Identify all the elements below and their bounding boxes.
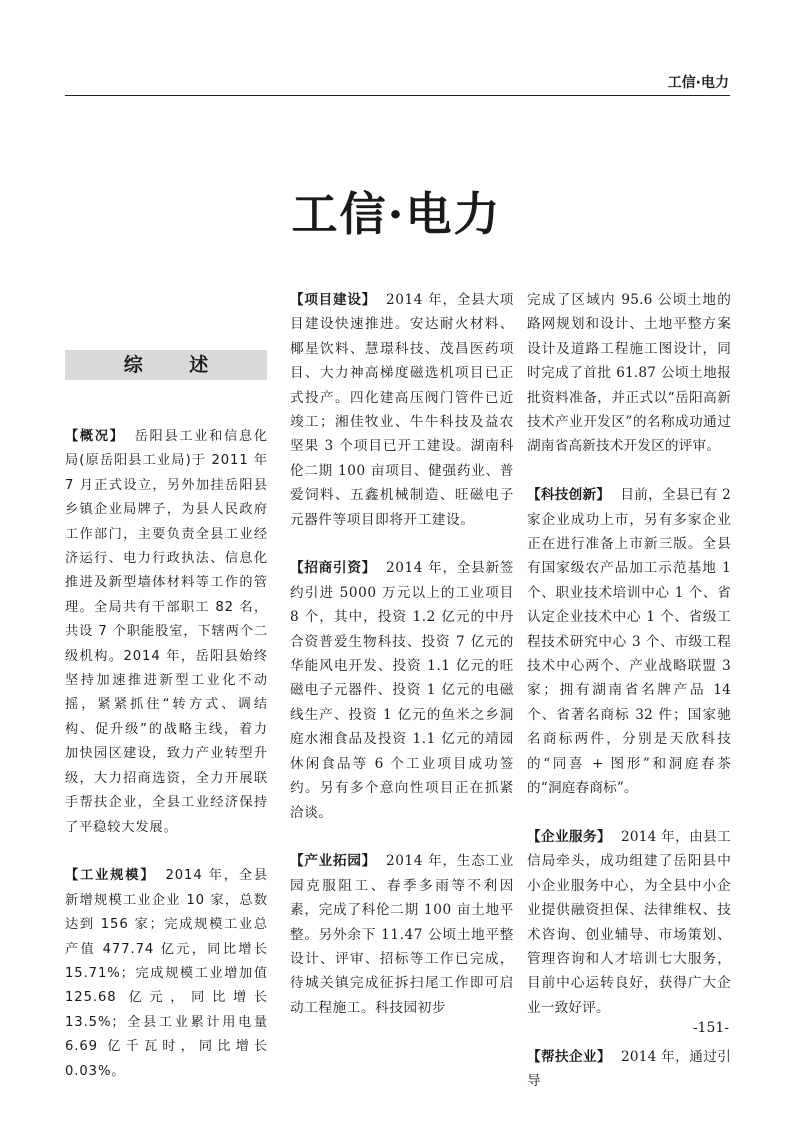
paragraph-label: 【产业拓园】 xyxy=(290,853,377,870)
paragraph xyxy=(527,483,731,800)
paragraph-text: 目前，全县已有 2 家企业成功上市，另有多家企业正在进行准备上市新三版。全县有国家级农产品加工示范基地 1 个、职业技术培训中心 1 个、省认定企业技术中心 1 个、省级工程技术研究中心 3 个、市级工程技术中心两个、产业战略联盟 3 家；拥有湖南省名牌产品 14 个、省著名商标 32 件；国家驰名商标两件，分别是天欣科技的“同喜 + 图形”和洞庭春茶的“洞庭春商标”。 xyxy=(527,487,731,797)
paragraph xyxy=(290,288,514,532)
paragraph-label: 【招商引资】 xyxy=(290,560,377,577)
paragraph-text: 完成了区域内 95.6 公顷土地的路网规划和设计、土地平整方案设计及道路工程施工图设计，同时完成了首批 61.87 公顷土地报批资料准备，并正式以“岳阳高新技术产业开发区”的名称成功通过湖南省高新技术开发区的评审。 xyxy=(527,292,731,455)
paragraph xyxy=(527,1045,731,1094)
column-2 xyxy=(290,288,514,1045)
column-1 xyxy=(65,425,268,1108)
paragraph xyxy=(290,849,514,1020)
paragraph-text: 2014 年，生态工业园克服阻工、春季多雨等不利因素，完成了科伦二期 100 亩土地平整。另外余下 11.47 公顷土地平整设计、评审、招标等工作已完成，待城关镇完成征拆扫尾工作即可启动工程施工。科技园初步 xyxy=(290,853,514,1016)
paragraph-label: 【概况】 xyxy=(65,429,125,444)
paragraph xyxy=(527,825,731,1020)
column-3 xyxy=(527,288,731,1118)
paragraph xyxy=(65,864,268,1084)
running-head: 工信·电力 xyxy=(667,75,729,91)
page-number: -151- xyxy=(692,1020,729,1036)
paragraph-text: 2014 年，全县新签约引进 5000 万元以上的工业项目 8 个，其中，投资 1.2 亿元的中丹合资普爱生物科技、投资 7 亿元的华能风电开发、投资 1.1 亿元的旺磁电子元器件、投资 1 亿元的电磁线生产、投资 1 亿元的鱼米之乡洞庭水湘食品及投资 1.1 亿元的靖园休闲食品等 6 个工业项目成功签约。另有多个意向性项目正在抓紧洽谈。 xyxy=(290,560,514,821)
paragraph-text: 2014 年，全县大项目建设快速推进。安达耐火材料、椰星饮料、慧璟科技、茂昌医药项目、大力神高梯度磁选机项目已正式投产。四化建高压阀门管件已近竣工；湘佳牧业、牛牛科技及益农坚果 3 个项目已开工建设。湖南科伦二期 100 亩项目、健强药业、普爱饲料、五鑫机械制造、旺磁电子元器件等项目即将开工建设。 xyxy=(290,292,514,528)
paragraph-label: 【项目建设】 xyxy=(290,292,377,308)
section-heading: 综 述 xyxy=(65,350,267,380)
paragraph-text: 岳阳县工业和信息化局(原岳阳县工业局)于 2011 年 7 月正式设立，另外加挂岳阳县乡镇企业局牌子，为县人民政府工作部门，主要负责全县工业经济运行、电力行政执法、信息化推进及新型墙体材料等工作的管理。全局共有干部职工 82 名，共设 7 个职能股室，下辖两个二级机构。2014 年，岳阳县始终坚持加速推进新型工业化不动摇，紧紧抓住“转方式、调结构、促升级”的战略主线，着力加快园区建设，致力产业转型升级，大力招商选资，全力开展联手帮扶企业，全县工业经济保持了平稳较大发展。 xyxy=(65,429,268,835)
paragraph-label: 【工业规模】 xyxy=(65,868,156,884)
paragraph xyxy=(527,288,731,459)
paragraph-label: 【科技创新】 xyxy=(527,487,611,504)
paragraph-label: 【帮扶企业】 xyxy=(527,1048,612,1065)
header-rule xyxy=(65,95,730,96)
paragraph-text: 2014 年，通过引导 xyxy=(527,1048,731,1089)
paragraph xyxy=(290,556,514,824)
page-title: 工信·电力 xyxy=(291,187,502,241)
paragraph-label: 【企业服务】 xyxy=(527,828,612,845)
paragraph xyxy=(65,425,268,840)
paragraph-text: 2014 年，全县新增规模工业企业 10 家，总数达到 156 家；完成规模工业总产值 477.74 亿元，同比增长 15.71%；完成规模工业增加值 125.68 亿元，同比增长 13.5%；全县工业累计用电量 6.69 亿千瓦时，同比增长 0.03%。 xyxy=(65,868,268,1079)
paragraph-text: 2014 年，由县工信局牵头，成功组建了岳阳县中小企业服务中心，为全县中小企业提供融资担保、法律维权、技术咨询、创业辅导、市场策划、管理咨询和人才培训七大服务，目前中心运转良好，获得广大企业一致好评。 xyxy=(527,828,731,1016)
